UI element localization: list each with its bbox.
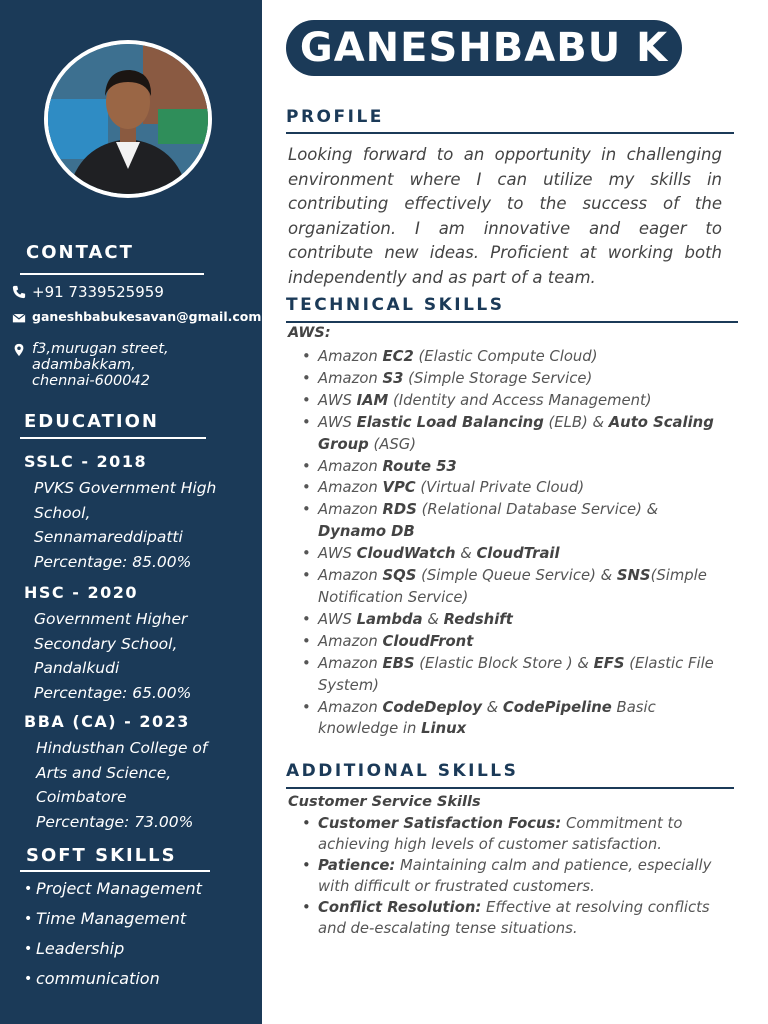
address-line-2: adambakkam, <box>32 357 136 373</box>
education-line: PVKS Government High <box>34 479 217 497</box>
education-percentage: Percentage: 85.00% <box>34 552 192 571</box>
education-line: Government Higher <box>34 610 188 628</box>
education-line: Secondary School, <box>34 634 178 653</box>
contact-divider <box>20 273 204 275</box>
soft-skills-heading: SOFT SKILLS <box>26 845 177 866</box>
email-text: ganeshbabukesavan@gmail.com <box>32 309 262 324</box>
list-item: • Amazon Route 53 <box>300 456 720 478</box>
list-item: • Conflict Resolution: Effective at resolving conflicts and de-escalating tense situations. <box>300 897 720 939</box>
education-heading: EDUCATION <box>24 411 159 432</box>
list-item: • Patience: Maintaining calm and patience, especially with difficult or frustrated customers. <box>300 855 720 897</box>
portrait-image <box>48 44 208 194</box>
address-line-3: chennai-600042 <box>32 373 150 389</box>
technical-skills-heading: TECHNICAL SKILLS <box>286 295 505 315</box>
education-percentage: Percentage: 65.00% <box>34 683 192 702</box>
list-item: • Amazon CodeDeploy & CodePipeline Basic knowledge in Linux <box>300 697 720 741</box>
additional-skills-list <box>300 813 720 939</box>
contact-address <box>12 341 169 389</box>
contact-email[interactable] <box>12 309 261 325</box>
education-item-sslc <box>24 452 256 574</box>
education-line: Pandalkudi <box>34 659 120 678</box>
list-item: • AWS Lambda & Redshift <box>300 609 720 631</box>
list-item: • communication <box>24 969 160 988</box>
phone-text: +91 7339525959 <box>32 283 164 301</box>
education-line: Sennamareddipatti <box>34 528 183 547</box>
email-icon <box>12 311 26 325</box>
technical-skills-divider <box>286 321 738 323</box>
list-item: • Project Management <box>24 879 202 898</box>
location-pin-icon <box>12 343 26 357</box>
list-item: • Amazon VPC (Virtual Private Cloud) <box>300 477 720 499</box>
profile-text: Looking forward to an opportunity in challenging environment where I can utilize my skills in contributing effectively to the success of the organization. I am innovative and eager to contribute new ideas. Proficient at working both independently and as part of a team. <box>288 145 722 287</box>
sidebar <box>0 0 262 1024</box>
list-item: • AWS IAM (Identity and Access Management) <box>300 390 720 412</box>
name-banner: GANESHBABU K <box>286 20 682 76</box>
education-line: School, <box>34 503 91 522</box>
education-divider <box>20 437 206 439</box>
list-item: • Leadership <box>24 939 125 958</box>
education-line: Hindusthan College of <box>36 739 208 757</box>
education-title: SSLC - 2018 <box>24 452 148 471</box>
education-item-bba <box>24 712 256 834</box>
address-line-1: f3,murugan street, <box>32 341 169 357</box>
additional-skills-divider <box>286 787 734 789</box>
list-item: • Amazon EC2 (Elastic Compute Cloud) <box>300 346 720 368</box>
soft-skills-divider <box>20 870 210 872</box>
education-percentage: Percentage: 73.00% <box>36 812 194 831</box>
list-item: • Amazon EBS (Elastic Block Store ) & EFS (Elastic File System) <box>300 653 720 697</box>
education-item-hsc <box>24 583 256 705</box>
list-item: • Amazon RDS (Relational Database Service) & Dynamo DB <box>300 499 720 543</box>
contact-phone[interactable] <box>12 283 164 301</box>
list-item: • Time Management <box>24 909 187 928</box>
education-line: Arts and Science, <box>36 763 172 782</box>
education-title: HSC - 2020 <box>24 583 138 602</box>
customer-service-subheading: Customer Service Skills <box>288 794 481 810</box>
list-item: • Amazon SQS (Simple Queue Service) & SNS(Simple Notification Service) <box>300 565 720 609</box>
aws-subheading: AWS: <box>288 325 331 341</box>
list-item: • Customer Satisfaction Focus: Commitment to achieving high levels of customer satisfaction. <box>300 813 720 855</box>
profile-heading: PROFILE <box>286 107 384 127</box>
list-item: • Amazon S3 (Simple Storage Service) <box>300 368 720 390</box>
soft-skills-list <box>24 876 202 996</box>
technical-skills-list <box>300 346 720 740</box>
list-item: • AWS CloudWatch & CloudTrail <box>300 543 720 565</box>
list-item: • AWS Elastic Load Balancing (ELB) & Auto Scaling Group (ASG) <box>300 412 720 456</box>
additional-skills-heading: ADDITIONAL SKILLS <box>286 761 519 781</box>
profile-photo <box>44 40 212 198</box>
list-item: • Amazon CloudFront <box>300 631 720 653</box>
education-title: BBA (CA) - 2023 <box>24 712 190 731</box>
contact-heading: CONTACT <box>26 242 134 263</box>
phone-icon <box>12 285 26 299</box>
profile-divider <box>286 132 734 134</box>
education-line: Coimbatore <box>36 788 127 807</box>
